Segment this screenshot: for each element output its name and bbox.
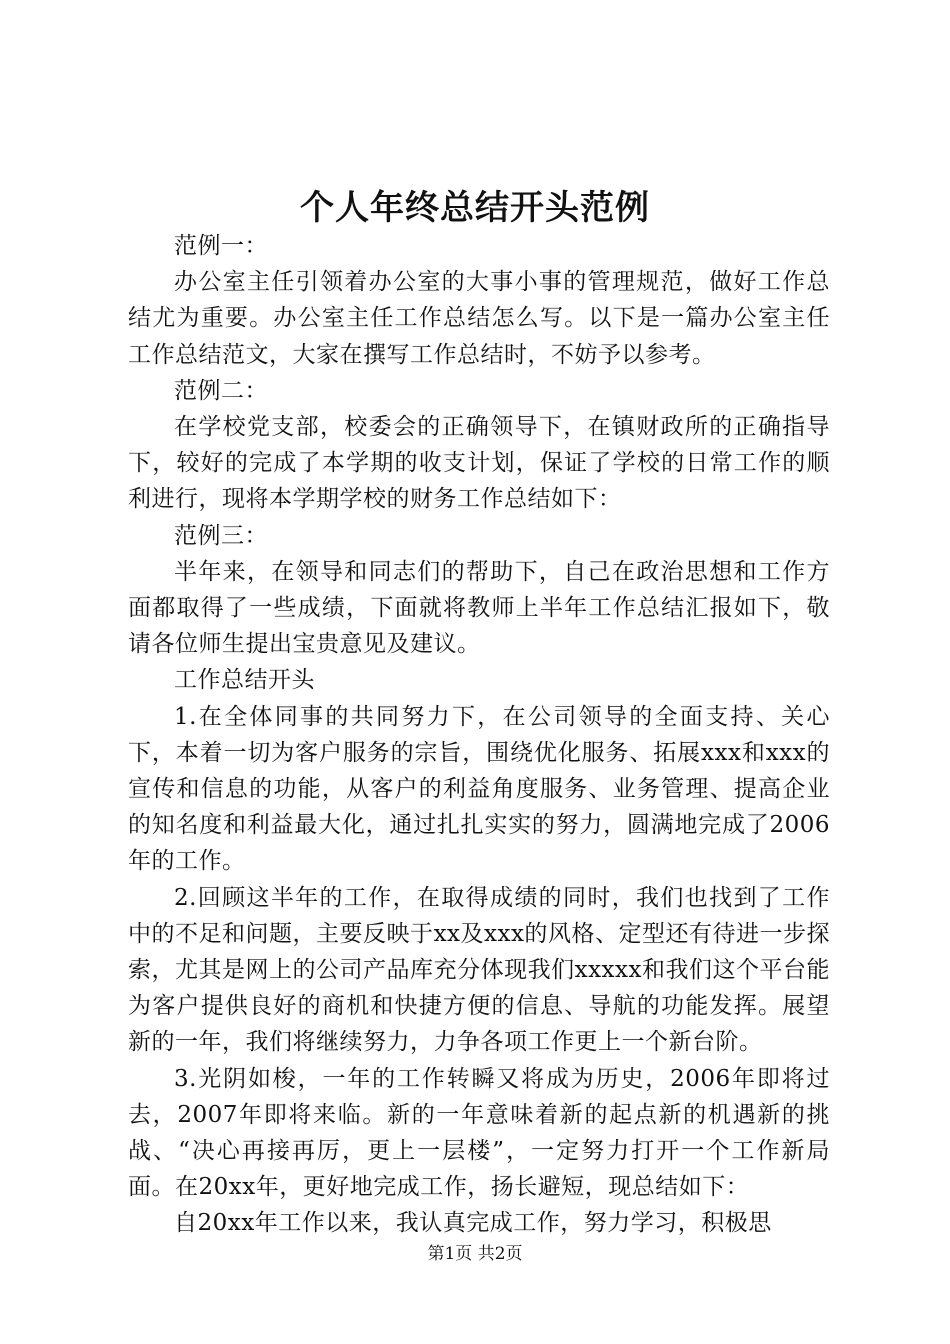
- paragraph-example-3-heading: 范例三：: [174, 522, 268, 549]
- document-body: [128, 228, 830, 1242]
- paragraph-item-3: 3.光阴如梭，一年的工作转瞬又将成为历史，2006年即将过去，2007年即将来临。新的一年意味着新的起点新的机遇新的挑战、“决心再接再厉，更上一层楼”，一定努力打开一个工作新局面。在20xx年，更好地完成工作，扬长避短，现总结如下：: [128, 1065, 830, 1201]
- paragraph-item-2: 2.回顾这半年的工作，在取得成绩的同时，我们也找到了工作中的不足和问题，主要反映于xx及xxx的风格、定型还有待进一步探索，尤其是网上的公司产品库充分体现我们xxxxx和我们这个平台能为客户提供良好的商机和快捷方便的信息、导航的功能发挥。展望新的一年，我们将继续努力，力争各项工作更上一个新台阶。: [128, 884, 830, 1056]
- paragraph-example-1-text: 办公室主任引领着办公室的大事小事的管理规范，做好工作总结尤为重要。办公室主任工作总结怎么写。以下是一篇办公室主任工作总结范文，大家在撰写工作总结时，不妨予以参考。: [128, 269, 830, 368]
- paragraph-example-3-text: 半年来，在领导和同志们的帮助下，自己在政治思想和工作方面都取得了一些成绩，下面就将教师上半年工作总结汇报如下，敬请各位师生提出宝贵意见及建议。: [128, 558, 830, 658]
- paragraph-item-1: 1.在全体同事的共同努力下，在公司领导的全面支持、关心下，本着一切为客户服务的宗旨，围绕优化服务、拓展xxx和xxx的宣传和信息的功能，从客户的利益角度服务、业务管理、提高企业的知名度和利益最大化，通过扎扎实实的努力，圆满地完成了2006年的工作。: [128, 703, 830, 875]
- page-footer: 第1页 共2页: [427, 1244, 523, 1264]
- paragraph-example-1-heading: 范例一：: [174, 233, 268, 259]
- paragraph-example-2-text: 在学校党支部，校委会的正确领导下，在镇财政所的正确指导下，较好的完成了本学期的收支计划，保证了学校的日常工作的顺利进行，现将本学期学校的财务工作总结如下：: [128, 414, 830, 513]
- paragraph-example-2-heading: 范例二：: [174, 377, 268, 404]
- paragraph-section-heading: 工作总结开头: [174, 667, 315, 694]
- paragraph-continuation: 自20xx年工作以来，我认真完成工作，努力学习，积极思: [174, 1210, 772, 1237]
- document-title: 个人年终总结开头范例: [300, 188, 650, 228]
